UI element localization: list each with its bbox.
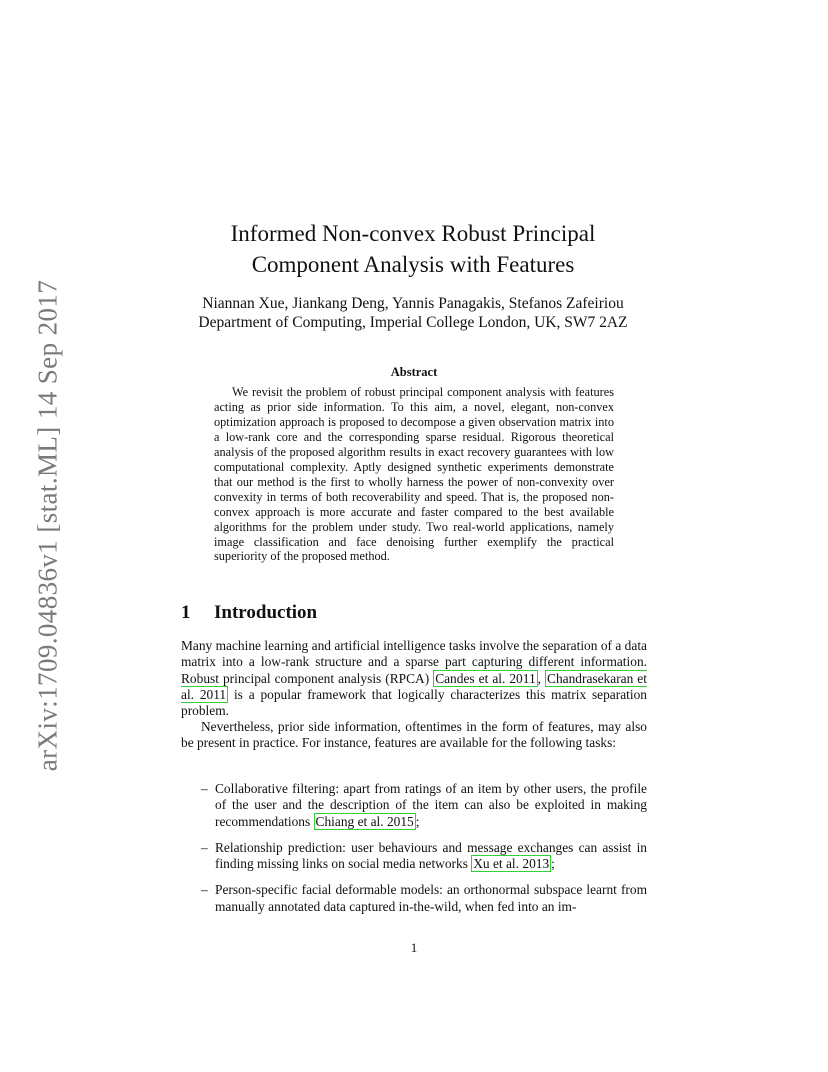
citation-year: 2011 [199,686,227,702]
citation-authors: Xu et al. [473,856,520,872]
list-dash: – [201,839,208,855]
list-item-text: Collaborative filtering: apart from ratings of an item by other users, the profile of the user and the description of the item can also be exploited in making recommendations [215,781,647,829]
feature-task-list [201,781,647,925]
citation-authors: Chiang et al. [315,813,384,829]
citation-authors: Candes et al. [435,670,506,686]
list-item-text: Person-specific facial deformable models: an orthonormal subspace learnt from manually annotated data captured in-the-wild, when fed into an im- [215,882,647,914]
page-number: 1 [410,940,418,955]
citation-year: 2015 [386,813,414,829]
list-dash: – [201,781,208,796]
section-number: 1 [181,602,191,623]
intro-text: Many machine learning and artificial intelligence tasks involve the separation of a data matrix into a low-rank structure and a sparse part capturing different information. Robust principal component analysis (RPCA) [181,638,647,686]
citation-separator: , [537,670,546,686]
citation-link[interactable] [471,855,551,872]
title-line-1: Informed Non-convex Robust Principal [230,221,596,246]
list-item-punctuation: ; [415,813,420,829]
list-item [201,840,647,873]
paper-title [180,218,646,280]
title-line-2: Component Analysis with Features [251,252,575,277]
intro-paragraph-2: Nevertheless, prior side information, oftentimes in the form of features, may also be present in practice. For instance, features are available for the following tasks: [181,719,647,751]
section-heading-introduction [181,602,641,624]
intro-paragraph-1 [181,638,647,719]
section-title: Introduction [214,602,318,623]
list-item-punctuation: ; [551,856,555,872]
list-dash: – [201,882,208,898]
author-affiliation: Department of Computing, Imperial College London, UK, SW7 2AZ [198,314,628,331]
author-list: Niannan Xue, Jiankang Deng, Yannis Panagakis, Stefanos Zafeiriou [202,295,624,312]
list-item-text: Relationship prediction: user behaviours and message exchanges can assist in finding missing links on social media networks [215,839,647,872]
intro-text: is a popular framework that logically characterizes this matrix separation problem. [181,686,647,719]
abstract-heading: Abstract [390,365,438,379]
list-item [201,781,647,830]
list-item [201,882,647,915]
citation-year: 2011 [509,670,536,686]
citation-link[interactable] [314,813,416,830]
arxiv-identifier-stamp: arXiv:1709.04836v1 [stat.ML] 14 Sep 2017 [32,279,63,772]
citation-year: 2013 [522,856,550,872]
abstract-text: We revisit the problem of robust principal component analysis with features acting as prior side information. To this aim, a novel, elegant, non-convex optimization approach is proposed to decompose a given observation matrix into a low-rank core and the corresponding sparse residual. Rigorous theoretical analysis of the proposed algorithm results in exact recovery guarantees with low computational complexity. Aptly designed synthetic experiments demonstrate that our method is the first to wholly harness the power of non-convexity over convexity in terms of both recoverability and speed. That is, the proposed non-convex approach is more accurate and faster compared to the best available algorithms for the problem under study. Two real-world applications, namely image classification and face denoising further exemplify the practical superiority of the proposed method. [214,385,614,564]
citation-authors: Chandrasekaran et al. [181,670,647,702]
citation-link[interactable] [433,670,537,687]
